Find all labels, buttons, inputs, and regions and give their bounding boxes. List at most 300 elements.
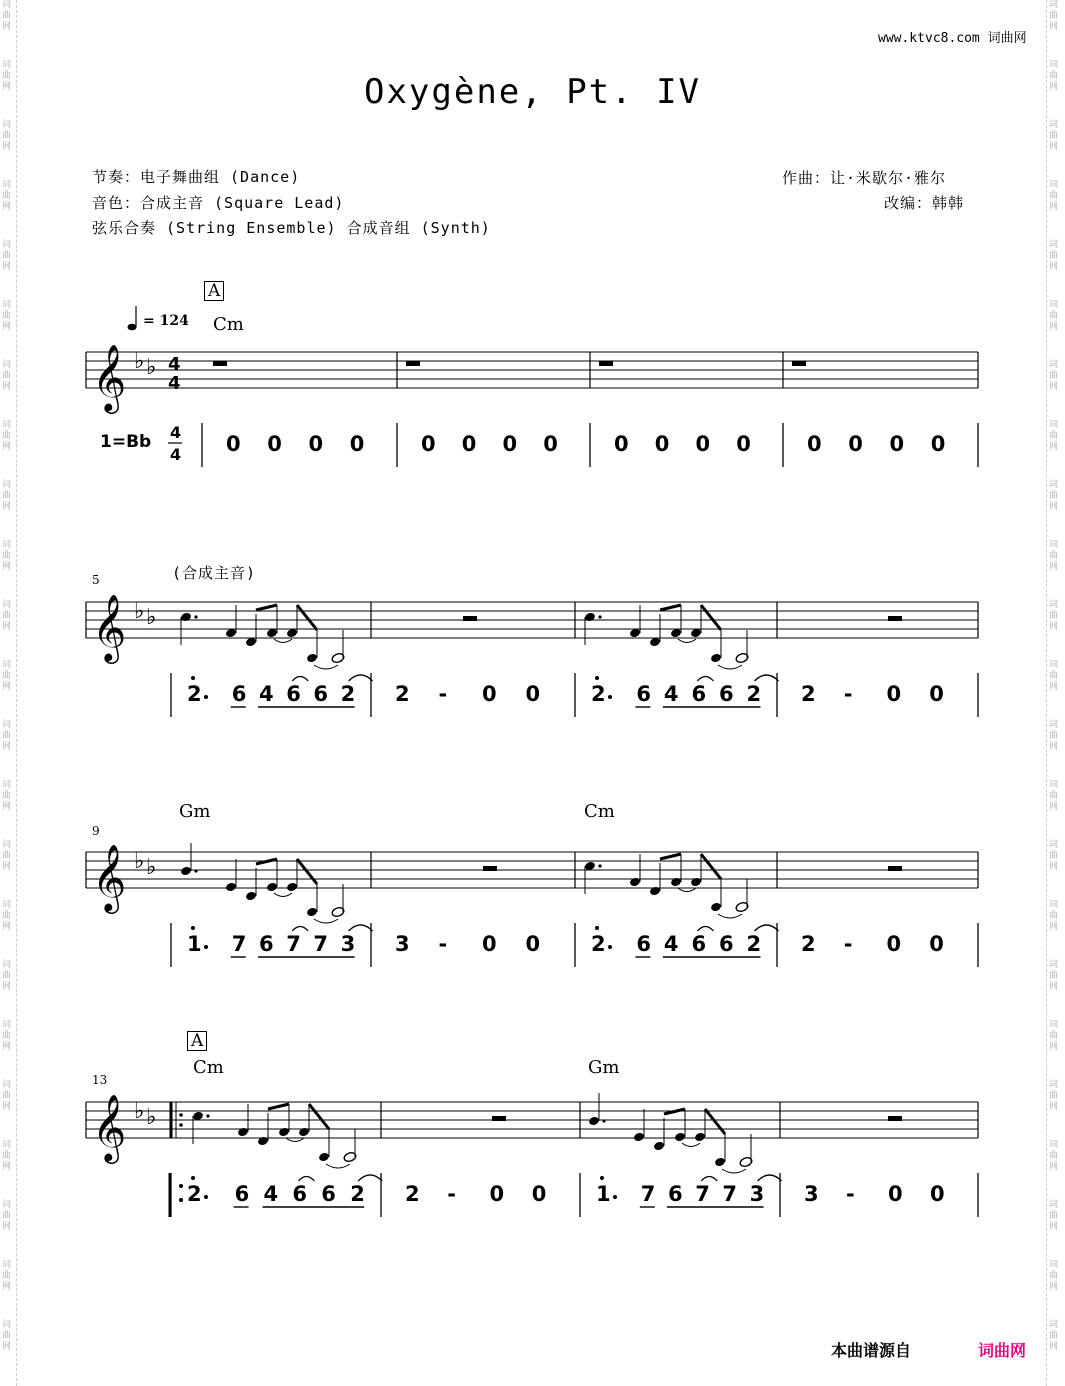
watermark-char: 曲 — [1049, 611, 1059, 621]
watermark-char: 网 — [2, 142, 12, 152]
watermark-char: 曲 — [2, 851, 12, 861]
jianpu-note: 4 — [259, 682, 274, 706]
jianpu-note: 0 — [543, 432, 558, 456]
tie — [286, 1138, 304, 1142]
jianpu-dot — [608, 945, 612, 949]
tie — [718, 914, 742, 918]
half-rest — [463, 616, 477, 621]
treble-clef: 𝄞 — [92, 843, 127, 911]
jianpu-note: 2 — [187, 1182, 202, 1206]
time-sig-bottom: 4 — [168, 373, 181, 394]
jianpu-note: 2 — [801, 932, 816, 956]
watermark-char: 曲 — [1049, 311, 1059, 321]
watermark-char: 词 — [1049, 720, 1059, 730]
treble-clef: 𝄞 — [92, 1093, 127, 1161]
watermark-char: 网 — [2, 1042, 12, 1052]
jianpu-note: 2 — [591, 932, 606, 956]
watermark-char: 网 — [2, 802, 12, 812]
jianpu-note: 0 — [736, 432, 751, 456]
watermark-char: 词 — [1049, 660, 1059, 670]
jianpu-note: - — [843, 932, 853, 956]
treble-clef: 𝄞 — [92, 343, 127, 411]
tone-info: 音色：合成主音 (Square Lead) — [92, 194, 345, 212]
watermark-char: 词 — [2, 1320, 12, 1330]
jianpu-dot — [204, 695, 208, 699]
note-beam — [256, 605, 277, 610]
note-head — [629, 877, 641, 888]
watermark-char: 词 — [1049, 960, 1059, 970]
watermark-char: 词 — [2, 60, 12, 70]
jianpu-note: 0 — [929, 682, 944, 706]
watermark-char: 曲 — [2, 11, 12, 21]
watermark-char: 词 — [1049, 60, 1059, 70]
note-head — [237, 1127, 249, 1138]
watermark-char: 网 — [1049, 262, 1059, 272]
tie — [274, 893, 292, 897]
watermark-char: 网 — [1049, 1282, 1059, 1292]
dot — [598, 615, 601, 618]
watermark-char: 曲 — [2, 1331, 12, 1341]
repeat-dot — [179, 1198, 183, 1202]
flat-sign: ♭ — [134, 349, 145, 374]
octave-dot-high — [595, 676, 599, 680]
watermark-char: 网 — [1049, 142, 1059, 152]
watermark-char: 曲 — [2, 551, 12, 561]
site-url[interactable]: www.ktvc8.com 词曲网 — [878, 31, 1027, 46]
watermark-char: 网 — [2, 922, 12, 932]
jianpu-note: 7 — [695, 1182, 710, 1206]
note-head — [710, 653, 722, 664]
jianpu-note: 1 — [187, 932, 202, 956]
watermark-char: 网 — [1049, 442, 1059, 452]
footer-brand[interactable]: 词曲网 — [978, 1341, 1027, 1360]
jianpu-note: 0 — [695, 432, 711, 456]
chord-symbol: Cm — [193, 1057, 224, 1078]
note-head — [670, 877, 682, 888]
watermark-char: 曲 — [2, 431, 12, 441]
jianpu-note: 2 — [350, 1182, 365, 1206]
half-rest — [483, 866, 497, 871]
jianpu-note: 3 — [395, 932, 410, 956]
jianpu-note: 0 — [614, 432, 629, 456]
watermark-char: 曲 — [2, 1211, 12, 1221]
watermark-char: 网 — [2, 682, 12, 692]
jianpu-tie — [755, 925, 779, 931]
jianpu-note: 2 — [746, 682, 762, 706]
jianpu-note: 0 — [489, 1182, 505, 1206]
jianpu-note: 0 — [525, 682, 541, 706]
jianpu-note: 0 — [502, 432, 518, 456]
watermark-char: 网 — [1049, 862, 1059, 872]
jianpu-note: 3 — [340, 932, 356, 956]
jianpu-note: 7 — [286, 932, 301, 956]
time-sig-top: 4 — [168, 354, 181, 375]
jianpu-note: 0 — [308, 432, 324, 456]
watermark-char: 词 — [1049, 0, 1059, 10]
watermark-char: 词 — [2, 120, 12, 130]
watermark-char: 网 — [1049, 982, 1059, 992]
watermark-char: 曲 — [1049, 851, 1059, 861]
watermark-char: 词 — [2, 960, 12, 970]
note-head — [674, 1132, 686, 1143]
chord-symbol: Gm — [179, 801, 211, 822]
jianpu-note: - — [846, 1182, 855, 1206]
jianpu-tie — [697, 927, 713, 932]
chord-symbol: Gm — [588, 1057, 620, 1078]
note-head — [278, 1127, 290, 1138]
watermark-char: 曲 — [1049, 431, 1059, 441]
song-title: Oxygène, Pt. IV — [363, 72, 702, 112]
watermark-char: 曲 — [1049, 671, 1059, 681]
note-head — [633, 1132, 645, 1143]
jianpu-tie — [358, 1175, 382, 1181]
watermark-char: 网 — [1049, 1342, 1059, 1352]
watermark-char: 曲 — [2, 1091, 12, 1101]
watermark-char: 网 — [2, 82, 12, 92]
tie — [678, 639, 696, 643]
watermark-char: 词 — [2, 900, 12, 910]
watermark-char: 曲 — [2, 671, 12, 681]
jianpu-tie — [349, 925, 373, 931]
note-head — [690, 877, 702, 888]
tie — [314, 665, 338, 669]
jianpu-note: 6 — [321, 1182, 336, 1206]
watermark-char: 词 — [2, 0, 12, 10]
flat-sign: ♭ — [134, 599, 145, 624]
octave-dot-high — [600, 1176, 604, 1180]
tie — [326, 1164, 350, 1168]
jianpu-note: 2 — [395, 682, 410, 706]
watermark-char: 词 — [1049, 1140, 1059, 1150]
note-beam — [660, 605, 681, 610]
octave-dot-high — [191, 1176, 195, 1180]
jianpu-note: 4 — [663, 682, 679, 706]
jianpu-note: 2 — [746, 932, 762, 956]
footer-source-label: 本曲谱源自 — [831, 1341, 912, 1360]
flat-sign: ♭ — [134, 849, 145, 874]
note-head — [180, 866, 192, 877]
whole-rest — [406, 361, 420, 366]
jianpu-note: 6 — [286, 682, 301, 706]
jianpu-note: - — [438, 932, 448, 956]
watermark-char: 词 — [2, 660, 12, 670]
watermark-char: 曲 — [2, 611, 12, 621]
composer: 作曲：让·米歇尔·雅尔 — [782, 169, 947, 187]
dot — [602, 1119, 605, 1122]
jianpu-note: 0 — [807, 432, 822, 456]
watermark-char: 词 — [2, 300, 12, 310]
tie — [718, 665, 742, 669]
jianpu-note: 2 — [340, 682, 356, 706]
watermark-char: 词 — [1049, 180, 1059, 190]
watermark-char: 曲 — [1049, 131, 1059, 141]
half-rest — [888, 616, 902, 621]
jianpu-note: 6 — [259, 932, 274, 956]
whole-rest — [792, 361, 806, 366]
note-head — [710, 902, 722, 913]
watermark-char: 词 — [2, 420, 12, 430]
watermark-char: 网 — [1049, 622, 1059, 632]
watermark-char: 网 — [1049, 562, 1059, 572]
jianpu-note: 7 — [313, 932, 329, 956]
watermark-char: 网 — [1049, 922, 1059, 932]
jianpu-note: 2 — [801, 682, 816, 706]
whole-rest — [213, 361, 227, 366]
jianpu-note: 6 — [234, 1182, 250, 1206]
watermark-char: 词 — [1049, 600, 1059, 610]
jianpu-note: 0 — [461, 432, 477, 456]
jianpu-note: 0 — [888, 1182, 903, 1206]
watermark-char: 曲 — [1049, 791, 1059, 801]
watermark-char: 网 — [2, 262, 12, 272]
tie — [678, 888, 696, 892]
watermark-char: 曲 — [1049, 551, 1059, 561]
watermark-char: 网 — [1049, 22, 1059, 32]
jianpu-note: 0 — [482, 932, 497, 956]
measure-number: 5 — [92, 573, 100, 587]
watermark-char: 词 — [1049, 1080, 1059, 1090]
watermark-char: 词 — [2, 1080, 12, 1090]
measure-number: 13 — [92, 1073, 108, 1087]
watermark-char: 曲 — [2, 1151, 12, 1161]
chord-symbol: Cm — [213, 314, 244, 335]
jianpu-dot — [613, 1195, 617, 1199]
watermark-char: 曲 — [2, 731, 12, 741]
rehearsal-mark: A — [204, 281, 224, 301]
jianpu-note: 7 — [640, 1182, 656, 1206]
jianpu-note: 0 — [889, 432, 905, 456]
jianpu-tie — [349, 675, 373, 681]
jianpu-note: 0 — [930, 432, 946, 456]
arranger: 改编：韩韩 — [884, 194, 965, 212]
watermark-char: 词 — [1049, 360, 1059, 370]
watermark-char: 网 — [1049, 202, 1059, 212]
octave-dot-high — [191, 926, 195, 930]
note-beam — [297, 605, 317, 630]
jianpu-note: 0 — [267, 432, 282, 456]
note-beam — [701, 605, 721, 630]
note-head — [225, 882, 237, 893]
watermark-char: 网 — [2, 982, 12, 992]
jianpu-tie — [292, 927, 308, 932]
watermark-char: 曲 — [2, 911, 12, 921]
watermark-char: 词 — [2, 480, 12, 490]
jianpu-note: - — [438, 682, 448, 706]
watermark-char: 曲 — [1049, 251, 1059, 261]
watermark-char: 曲 — [1049, 731, 1059, 741]
watermark-char: 网 — [2, 22, 12, 32]
dot — [194, 615, 197, 618]
note-head — [286, 882, 298, 893]
watermark-char: 词 — [1049, 900, 1059, 910]
note-beam — [705, 1109, 725, 1134]
watermark-char: 词 — [2, 1260, 12, 1270]
jianpu-note: 6 — [636, 932, 651, 956]
note-beam — [268, 1104, 289, 1109]
octave-dot-high — [595, 926, 599, 930]
watermark-char: 网 — [1049, 82, 1059, 92]
jianpu-note: 0 — [654, 432, 670, 456]
note-head — [245, 891, 257, 902]
tie — [274, 639, 292, 643]
flat-sign: ♭ — [146, 855, 157, 880]
watermark-char: 曲 — [2, 191, 12, 201]
watermark-char: 网 — [1049, 742, 1059, 752]
strings-info: 弦乐合奏 (String Ensemble) 合成音组 (Synth) — [92, 219, 491, 237]
jianpu-note: 0 — [349, 432, 365, 456]
watermark-char: 曲 — [1049, 1031, 1059, 1041]
jianpu-note: - — [843, 682, 853, 706]
watermark-char: 网 — [2, 442, 12, 452]
note-head — [306, 907, 318, 918]
whole-rest — [599, 361, 613, 366]
watermark-char: 词 — [1049, 780, 1059, 790]
tie — [682, 1143, 700, 1147]
watermark-char: 词 — [2, 840, 12, 850]
jianpu-note: 0 — [929, 932, 944, 956]
watermark-char: 网 — [2, 1102, 12, 1112]
jianpu-tie — [298, 1177, 314, 1182]
note-head — [588, 1116, 600, 1127]
watermark-char: 网 — [1049, 802, 1059, 812]
jianpu-note: 0 — [886, 682, 902, 706]
jianpu-tie — [701, 1177, 717, 1182]
jianpu-note: 7 — [231, 932, 247, 956]
watermark-char: 曲 — [1049, 911, 1059, 921]
watermark-char: 词 — [2, 180, 12, 190]
jianpu-note: 6 — [636, 682, 651, 706]
watermark-char: 曲 — [2, 1031, 12, 1041]
note-head — [266, 882, 278, 893]
watermark-char: 曲 — [1049, 491, 1059, 501]
watermark-char: 词 — [1049, 1260, 1059, 1270]
note-beam — [701, 854, 721, 879]
watermark-char: 网 — [2, 1222, 12, 1232]
watermark-char: 曲 — [1049, 1271, 1059, 1281]
note-head — [649, 886, 661, 897]
watermark-char: 曲 — [1049, 1151, 1059, 1161]
treble-clef: 𝄞 — [92, 593, 127, 661]
watermark-char: 网 — [2, 1342, 12, 1352]
dot — [598, 864, 601, 867]
note-head — [257, 1136, 269, 1147]
watermark-char: 曲 — [2, 791, 12, 801]
flat-sign: ♭ — [134, 1099, 145, 1124]
tie — [722, 1169, 746, 1173]
jianpu-note: - — [447, 1182, 456, 1206]
flat-sign: ♭ — [146, 1105, 157, 1130]
jianpu-note: 6 — [231, 682, 247, 706]
repeat-dot — [179, 1123, 183, 1127]
jianpu-note: 1 — [596, 1182, 611, 1206]
watermark-char: 词 — [2, 720, 12, 730]
jianpu-note: 2 — [405, 1182, 420, 1206]
watermark-char: 词 — [1049, 540, 1059, 550]
jianpu-note: 7 — [722, 1182, 738, 1206]
watermark-char: 网 — [2, 202, 12, 212]
jianpu-note: 4 — [263, 1182, 279, 1206]
watermark-char: 曲 — [2, 311, 12, 321]
watermark-char: 曲 — [2, 491, 12, 501]
watermark-char: 词 — [2, 780, 12, 790]
dot — [206, 1114, 209, 1117]
jianpu-note: 6 — [668, 1182, 683, 1206]
note-head — [298, 1127, 310, 1138]
measure-number: 9 — [92, 824, 100, 838]
watermark-char: 词 — [1049, 1320, 1059, 1330]
note-beam — [309, 1104, 329, 1129]
watermark-char: 曲 — [1049, 1331, 1059, 1341]
watermark-char: 词 — [2, 540, 12, 550]
watermark-char: 词 — [1049, 300, 1059, 310]
watermark-char: 词 — [1049, 480, 1059, 490]
watermark-char: 网 — [2, 862, 12, 872]
jianpu-note: 6 — [691, 932, 707, 956]
half-rest — [888, 866, 902, 871]
repeat-dot — [179, 1184, 183, 1188]
watermark-char: 曲 — [1049, 971, 1059, 981]
watermark-char: 曲 — [2, 251, 12, 261]
half-rest — [492, 1116, 506, 1121]
watermark-char: 曲 — [2, 71, 12, 81]
watermark-char: 网 — [2, 742, 12, 752]
jianpu-dot — [204, 945, 208, 949]
watermark-char: 曲 — [1049, 71, 1059, 81]
flat-sign: ♭ — [146, 355, 157, 380]
note-head — [694, 1132, 706, 1143]
watermark-char: 曲 — [1049, 191, 1059, 201]
watermark-char: 曲 — [1049, 1211, 1059, 1221]
tempo-marking: = 124 — [143, 313, 189, 329]
watermark-char: 网 — [1049, 682, 1059, 692]
jianpu-tie — [697, 677, 713, 682]
watermark-char: 词 — [1049, 240, 1059, 250]
watermark-char: 曲 — [2, 131, 12, 141]
watermark-char: 网 — [1049, 382, 1059, 392]
jianpu-dot — [204, 1195, 208, 1199]
watermark-char: 词 — [1049, 840, 1059, 850]
watermark-char: 网 — [1049, 322, 1059, 332]
watermark-char: 曲 — [1049, 371, 1059, 381]
watermark-char: 网 — [1049, 1102, 1059, 1112]
watermark-char: 词 — [1049, 420, 1059, 430]
jianpu-note: 0 — [482, 682, 497, 706]
jianpu-time-bottom: 4 — [170, 445, 182, 464]
jianpu-tie — [758, 1175, 782, 1181]
watermark-char: 词 — [2, 1020, 12, 1030]
jianpu-note: 2 — [187, 682, 202, 706]
jianpu-tie — [292, 677, 308, 682]
rhythm-info: 节奏：电子舞曲组 (Dance) — [92, 168, 301, 186]
jianpu-note: 0 — [930, 1182, 945, 1206]
jianpu-note: 0 — [531, 1182, 547, 1206]
watermark-char: 词 — [1049, 120, 1059, 130]
watermark-char: 词 — [2, 360, 12, 370]
note-beam — [297, 859, 317, 884]
watermark-char: 词 — [1049, 1020, 1059, 1030]
jianpu-note: 6 — [718, 932, 734, 956]
watermark-char: 网 — [2, 562, 12, 572]
octave-dot-high — [191, 676, 195, 680]
watermark-char: 词 — [2, 1140, 12, 1150]
watermark-char: 网 — [2, 322, 12, 332]
watermark-char: 曲 — [2, 971, 12, 981]
tempo-note-head — [128, 324, 137, 331]
jianpu-note: 2 — [591, 682, 606, 706]
watermark-char: 曲 — [1049, 1091, 1059, 1101]
jianpu-dot — [608, 695, 612, 699]
jianpu-note: 6 — [313, 682, 329, 706]
